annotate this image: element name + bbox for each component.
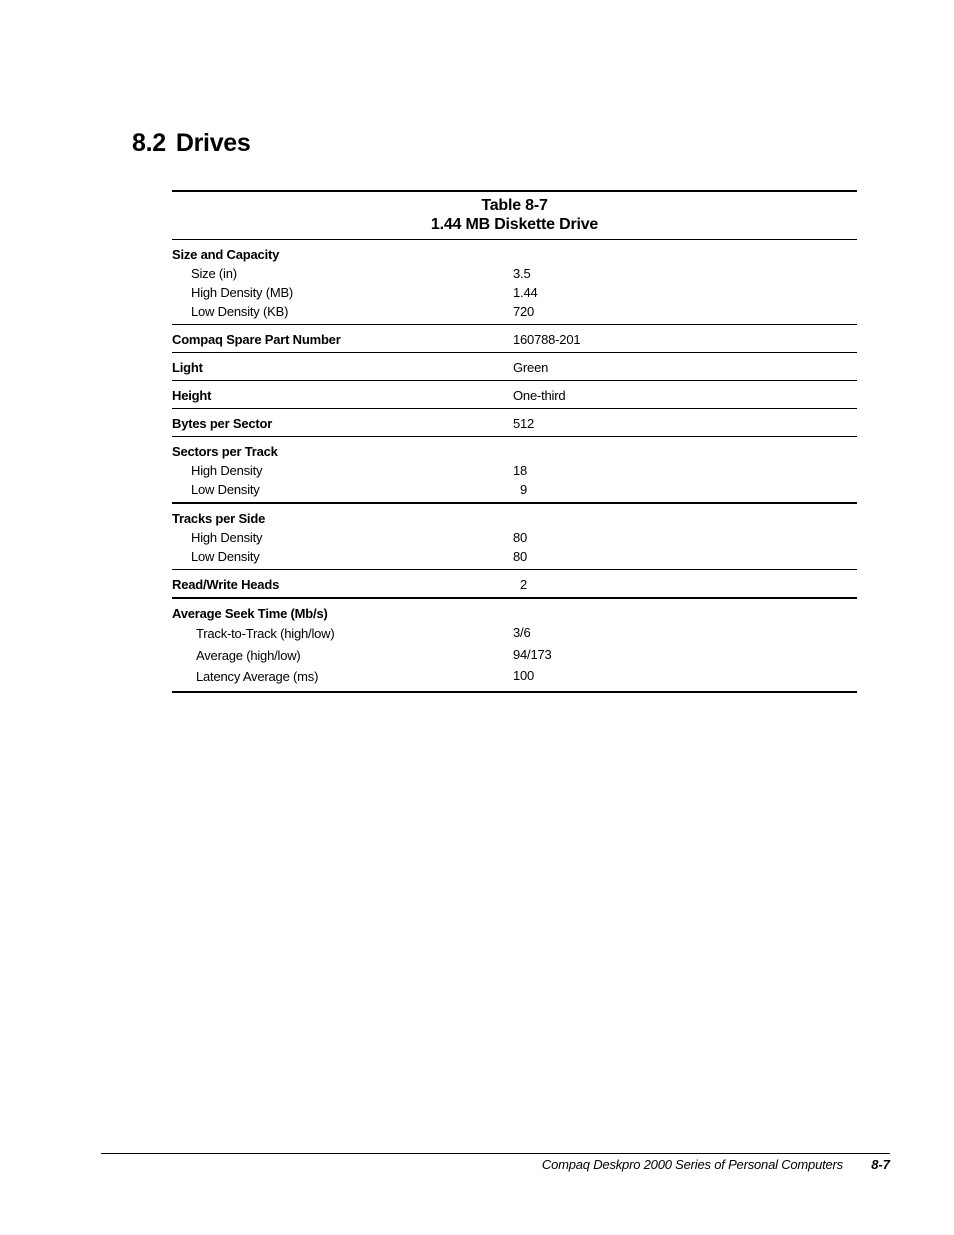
spec-value: 1.44: [513, 285, 538, 300]
spec-subrow: [172, 623, 857, 645]
table-title: 1.44 MB Diskette Drive: [430, 216, 599, 233]
spec-row: [172, 604, 857, 623]
spec-label: Size and Capacity: [172, 247, 280, 262]
spec-value: 94/173: [513, 646, 552, 662]
spec-subrow: [172, 480, 857, 499]
spec-group-height: [172, 380, 857, 408]
spec-group-tracks-per-side: [172, 502, 857, 569]
spec-label: Light: [172, 360, 203, 375]
spec-row: [172, 575, 857, 594]
spec-subrow: [172, 283, 857, 302]
spec-row: [172, 358, 857, 377]
spec-value: 3.5: [513, 266, 531, 281]
spec-sublabel: Latency Average (ms): [196, 669, 319, 684]
spec-label: Read/Write Heads: [172, 577, 280, 592]
spec-sublabel: Low Density: [191, 549, 260, 564]
spec-label: Tracks per Side: [172, 511, 266, 526]
spec-row: [172, 245, 857, 264]
spec-value: 9: [520, 482, 528, 497]
spec-label: Height: [172, 388, 212, 403]
spec-label: Compaq Spare Part Number: [172, 332, 341, 347]
spec-group-size-capacity: [172, 240, 857, 324]
spec-value: 3/6: [513, 625, 531, 640]
spec-sublabel: Low Density: [191, 482, 260, 497]
spec-sublabel: Size (in): [191, 266, 237, 281]
spec-sublabel: High Density: [191, 463, 263, 478]
spec-row: [172, 442, 857, 461]
spec-subrow: [172, 302, 857, 321]
spec-row: [172, 414, 857, 433]
spec-group-average-seek-time: [172, 597, 857, 691]
spec-value: Green: [513, 360, 549, 375]
spec-subrow: [172, 264, 857, 283]
footer-divider: [101, 1153, 890, 1154]
spec-sublabel: Average (high/low): [196, 647, 301, 663]
spec-subrow: [172, 461, 857, 480]
spec-group-sectors-per-track: [172, 436, 857, 502]
spec-subrow: [172, 645, 857, 667]
section-title: Drives: [175, 129, 251, 157]
spec-value: 720: [513, 304, 535, 319]
spec-label: Average Seek Time (Mb/s): [172, 606, 328, 621]
table-number: Table 8-7: [481, 197, 548, 214]
section-heading: [132, 126, 251, 160]
section-number: 8.2: [132, 129, 166, 157]
spec-sublabel: High Density (MB): [191, 285, 294, 300]
table-caption: [172, 192, 857, 240]
spec-value: One-third: [513, 388, 566, 403]
spec-group-bytes-per-sector: [172, 408, 857, 436]
spec-subrow: [172, 666, 857, 688]
spec-sublabel: High Density: [191, 530, 263, 545]
spec-row: [172, 386, 857, 405]
spec-row: [172, 509, 857, 528]
spec-value: 80: [513, 530, 528, 545]
spec-table: [172, 190, 857, 693]
spec-group-read-write-heads: [172, 569, 857, 597]
spec-group-spare-part: [172, 324, 857, 352]
spec-value: 80: [513, 549, 528, 564]
spec-value: 512: [513, 416, 535, 431]
spec-value: 18: [513, 463, 528, 478]
spec-label: Bytes per Sector: [172, 416, 273, 431]
spec-group-light: [172, 352, 857, 380]
spec-subrow: [172, 528, 857, 547]
spec-value: 2: [520, 577, 528, 592]
spec-sublabel: Low Density (KB): [191, 304, 289, 319]
spec-label: Sectors per Track: [172, 444, 278, 459]
spec-row: [172, 330, 857, 349]
spec-sublabel: Track-to-Track (high/low): [196, 626, 335, 641]
footer-page-number: 8-7: [871, 1157, 890, 1172]
spec-value: 100: [513, 668, 535, 683]
spec-value: 160788-201: [513, 332, 581, 347]
spec-subrow: [172, 547, 857, 566]
footer-book-title: Compaq Deskpro 2000 Series of Personal Computers: [541, 1157, 843, 1172]
